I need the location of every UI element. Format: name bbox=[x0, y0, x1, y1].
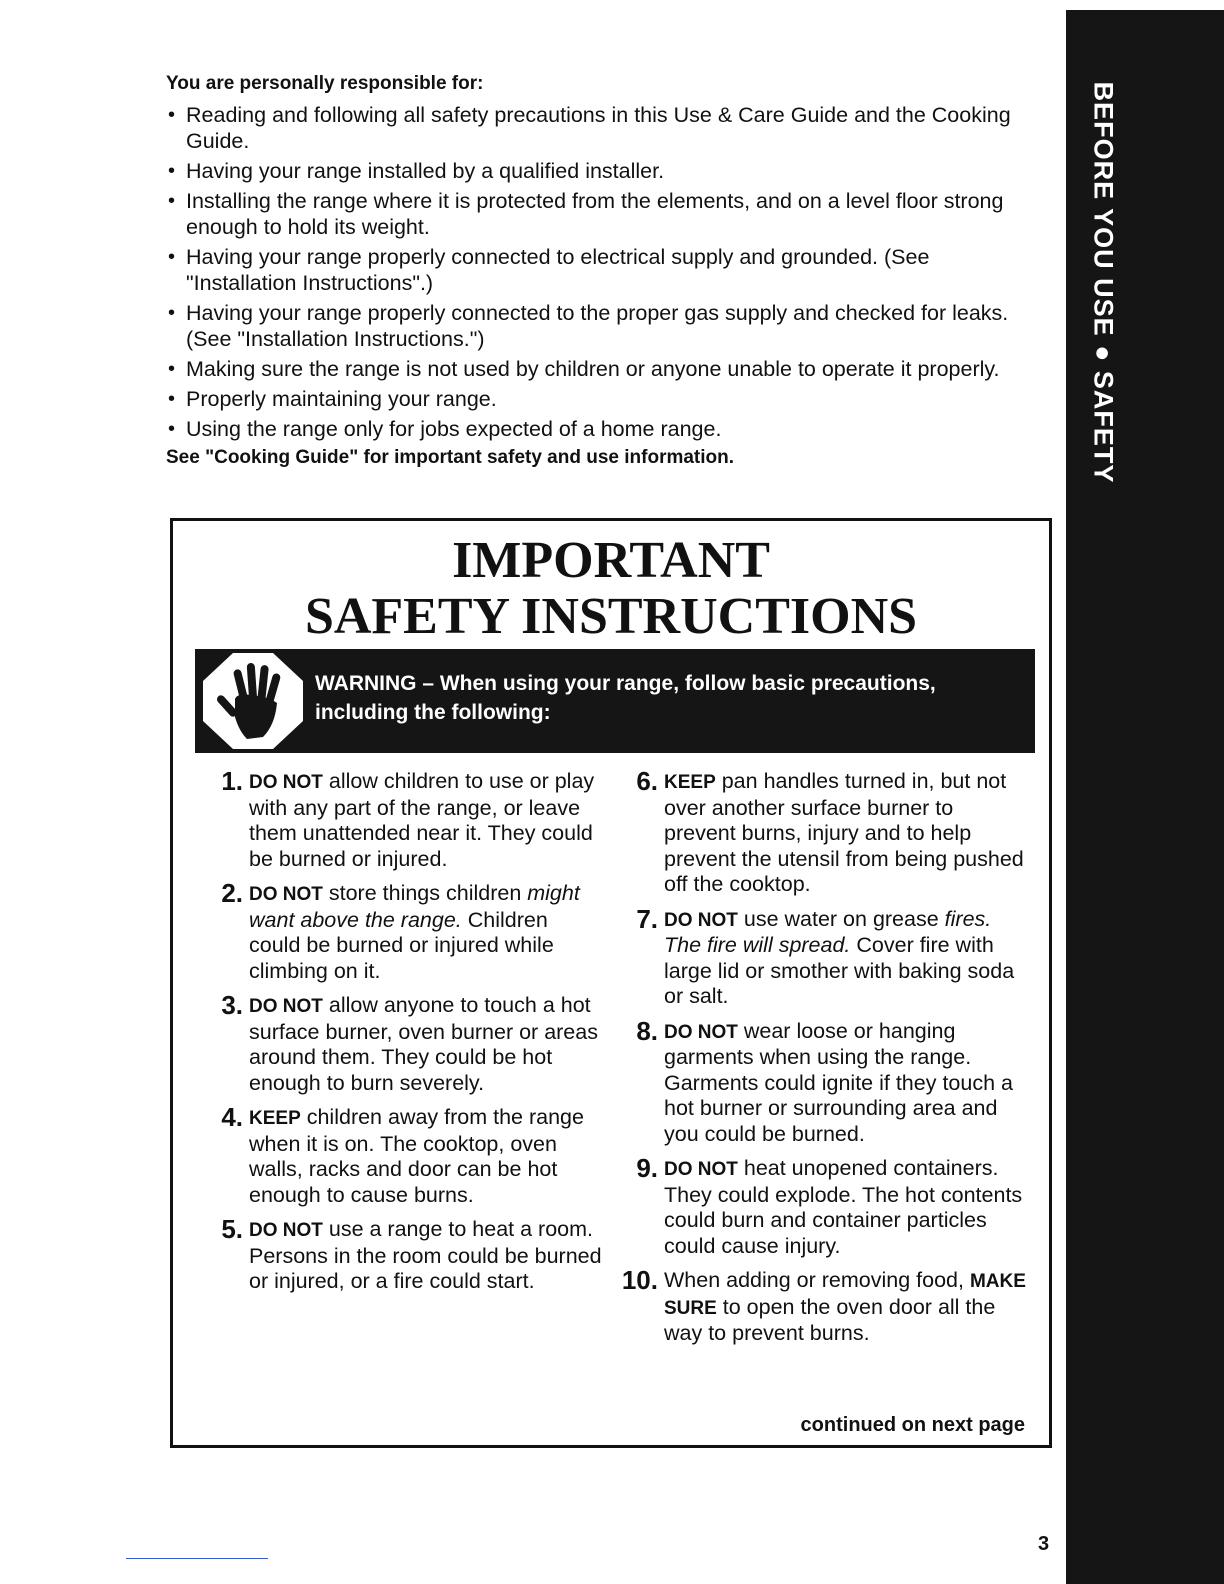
continued-note: continued on next page bbox=[800, 1414, 1025, 1436]
box-title-line2: SAFETY INSTRUCTIONS bbox=[304, 588, 918, 645]
instruction-item bbox=[195, 1102, 605, 1208]
instruction-item bbox=[610, 766, 1030, 898]
instruction-number: 5. bbox=[221, 1214, 243, 1244]
instruction-keyword: DO NOT bbox=[249, 1220, 323, 1241]
instruction-number: 2. bbox=[221, 878, 243, 908]
instruction-keyword: MAKE SURE bbox=[664, 1271, 1026, 1319]
side-tab-label: BEFORE YOU USE ● SAFETY bbox=[1088, 81, 1119, 483]
responsibilities-heading: You are personally responsible for: bbox=[166, 73, 484, 94]
list-item: • Installing the range where it is protected from the elements, and on a level floor strong enough to hold its weight. bbox=[166, 188, 1036, 240]
instruction-text: wear loose or hanging garments when using the range. Garments could ignite if they touch a hot burner or surrounding area and you could be burned. bbox=[664, 1018, 1013, 1146]
list-item: • Having your range properly connected to the proper gas supply and checked for leaks. (See "Installation Instructions.") bbox=[166, 300, 1036, 352]
instruction-text: to open the oven door all the way to prevent burns. bbox=[664, 1294, 996, 1345]
warning-banner bbox=[195, 649, 1035, 753]
warning-line2: including the following: bbox=[315, 701, 551, 724]
box-title bbox=[173, 533, 1049, 645]
instruction-text: Children could be burned or injured while climbing on it. bbox=[249, 907, 554, 983]
list-item: • Having your range properly connected to electrical supply and grounded. (See "Installation Instructions".) bbox=[166, 244, 1036, 296]
instruction-text: children away from the range when it is on. The cooktop, oven walls, racks and door can be hot enough to cause burns. bbox=[249, 1105, 584, 1207]
warning-hand-icon bbox=[203, 653, 303, 749]
instruction-text: When adding or removing food, bbox=[664, 1268, 970, 1292]
instruction-keyword: DO NOT bbox=[249, 884, 323, 905]
instruction-item bbox=[610, 1265, 1030, 1347]
instruction-item bbox=[610, 903, 1030, 1010]
instructions-column-left bbox=[195, 766, 605, 1304]
instruction-keyword: KEEP bbox=[664, 772, 716, 793]
list-item: • Using the range only for jobs expected of a home range. bbox=[166, 416, 1036, 442]
responsibilities-list bbox=[166, 102, 1036, 442]
footer-rule bbox=[126, 1558, 268, 1559]
instruction-number: 9. bbox=[636, 1153, 658, 1183]
instruction-italic-text: fires. The fire will spread. bbox=[664, 906, 992, 957]
instruction-number: 10. bbox=[621, 1265, 658, 1295]
instruction-item bbox=[610, 1153, 1030, 1259]
instruction-text: allow children to use or play with any part of the range, or leave them unattended near it. They could be burned or injured. bbox=[249, 769, 595, 871]
warning-text bbox=[315, 669, 1023, 727]
instruction-number: 3. bbox=[221, 990, 243, 1020]
warning-line1: WARNING – When using your range, follow basic precautions, bbox=[315, 672, 936, 695]
responsibilities-section bbox=[166, 72, 1036, 470]
instruction-text: Cover fire with large lid or smother with baking soda or salt. bbox=[664, 933, 1015, 1008]
box-title-line1: IMPORTANT bbox=[452, 532, 770, 589]
instruction-item bbox=[610, 1015, 1030, 1148]
instruction-item bbox=[195, 766, 605, 872]
instruction-number: 1. bbox=[221, 766, 243, 796]
instruction-text: allow anyone to touch a hot surface burner, oven burner or areas around them. They could be hot enough to burn severely. bbox=[249, 993, 598, 1095]
instruction-number: 6. bbox=[636, 766, 658, 796]
safety-instructions-box bbox=[170, 518, 1052, 1448]
instruction-number: 4. bbox=[221, 1102, 243, 1132]
instruction-item bbox=[195, 878, 605, 984]
instruction-text: store things children bbox=[322, 881, 528, 905]
instruction-number: 8. bbox=[636, 1015, 658, 1046]
instruction-number: 7. bbox=[636, 903, 658, 934]
instruction-keyword: KEEP bbox=[249, 1108, 301, 1129]
instruction-text: pan handles turned in, but not over another surface burner to prevent burns, injury and to help prevent the utensil from being pushed off the cooktop. bbox=[664, 769, 1024, 896]
instruction-keyword: DO NOT bbox=[664, 1159, 738, 1180]
instruction-item bbox=[195, 990, 605, 1096]
instruction-text: use water on grease bbox=[737, 906, 945, 931]
instruction-keyword: DO NOT bbox=[249, 996, 323, 1017]
list-item: • Making sure the range is not used by children or anyone unable to operate it properly. bbox=[166, 356, 1036, 382]
list-item: • Having your range installed by a qualified installer. bbox=[166, 158, 1036, 184]
instruction-italic-text: might want above the range. bbox=[249, 881, 580, 932]
instructions-column-right bbox=[610, 766, 1030, 1356]
instruction-keyword: DO NOT bbox=[249, 772, 323, 793]
instruction-keyword: DO NOT bbox=[664, 909, 738, 931]
side-tab-label-wrap bbox=[1078, 81, 1128, 483]
instruction-keyword: DO NOT bbox=[664, 1021, 738, 1043]
page-number: 3 bbox=[1038, 1533, 1050, 1555]
instruction-text: heat unopened containers. They could explode. The hot contents could burn and container particles could cause injury. bbox=[664, 1156, 1023, 1258]
instruction-item bbox=[195, 1214, 605, 1295]
list-item: • Reading and following all safety precautions in this Use & Care Guide and the Cooking Guide. bbox=[166, 102, 1036, 154]
list-item: • Properly maintaining your range. bbox=[166, 386, 1036, 412]
cooking-guide-note: See "Cooking Guide" for important safety and use information. bbox=[166, 447, 735, 468]
instruction-text: use a range to heat a room. Persons in the room could be burned or injured, or a fire could start. bbox=[249, 1217, 602, 1293]
